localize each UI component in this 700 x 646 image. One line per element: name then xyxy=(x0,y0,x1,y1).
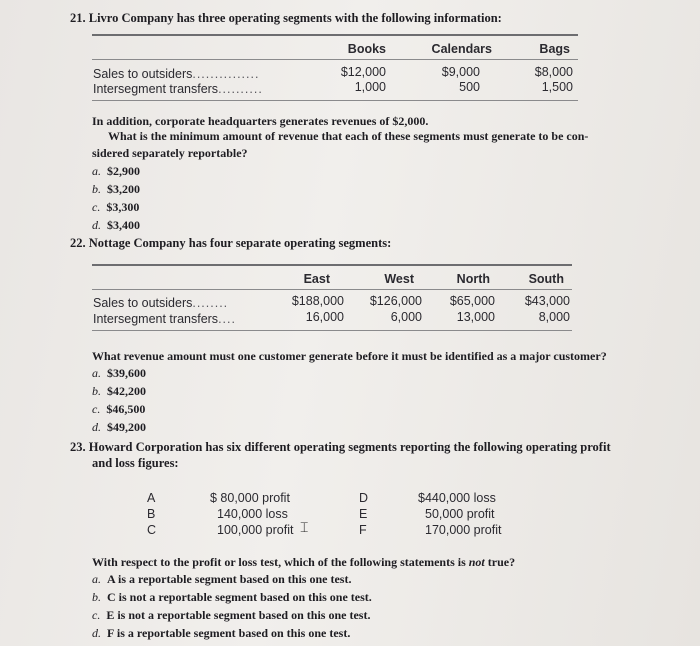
q21-header-calendars: Calendars xyxy=(431,42,492,56)
q21-sales-books: $12,000 xyxy=(340,65,386,79)
q23-value-e: 50,000 profit xyxy=(425,507,495,521)
q23-title-line-1: 23. Howard Corporation has six different operating segments reporting the following operating profit xyxy=(70,440,611,454)
q22-sales-east: $188,000 xyxy=(291,294,344,308)
q21-transfers-bags: 1,500 xyxy=(541,80,573,94)
q21-bottom-rule xyxy=(92,100,578,101)
q23-option-c[interactable]: c. E is not a reportable segment based on this one test. xyxy=(92,608,371,622)
q22-header-south: South xyxy=(528,272,564,286)
q22-header-west: West xyxy=(384,272,414,286)
q21-transfers-calendars: 500 xyxy=(459,80,480,94)
q23-value-f: 170,000 profit xyxy=(425,523,502,537)
q22-row-transfers-label: Intersegment transfers.... xyxy=(93,312,236,326)
q22-sales-south: $43,000 xyxy=(524,294,570,308)
q21-sales-calendars: $9,000 xyxy=(441,65,480,79)
q22-header-east: East xyxy=(303,272,330,286)
q23-seg-a: A xyxy=(147,491,156,505)
q21-sales-bags: $8,000 xyxy=(534,65,573,79)
q21-text-1: In addition, corporate headquarters generates revenues of $2,000. xyxy=(92,114,429,128)
q21-option-c[interactable]: c. $3,300 xyxy=(92,200,140,214)
q22-top-rule xyxy=(92,264,572,266)
q22-transfers-west: 6,000 xyxy=(390,310,422,324)
q21-text-2: What is the minimum amount of revenue that each of these segments must generate to be con- xyxy=(108,129,589,143)
q23-value-d: $440,000 loss xyxy=(418,491,496,505)
q22-transfers-east: 16,000 xyxy=(305,310,344,324)
q22-transfers-north: 13,000 xyxy=(456,310,495,324)
q22-row-sales-label: Sales to outsiders........ xyxy=(93,296,229,310)
q22-bottom-rule xyxy=(92,330,572,331)
q21-header-books: Books xyxy=(347,42,386,56)
q21-option-a[interactable]: a. $2,900 xyxy=(92,164,140,178)
q23-value-b: 140,000 loss xyxy=(217,507,288,521)
q23-option-d[interactable]: d. F is a reportable segment based on this one test. xyxy=(92,626,351,640)
q23-title-line-2: and loss figures: xyxy=(92,456,179,470)
q22-transfers-south: 8,000 xyxy=(538,310,570,324)
q22-option-a[interactable]: a. $39,600 xyxy=(92,366,146,380)
q23-value-c: 100,000 profit xyxy=(217,523,294,537)
q21-row-sales-label: Sales to outsiders............... xyxy=(93,67,260,81)
q23-option-a[interactable]: a. A is a reportable segment based on this one test. xyxy=(92,572,352,586)
q23-seg-b: B xyxy=(147,507,156,521)
q21-header-rule xyxy=(92,59,578,60)
q23-question: With respect to the profit or loss test, which of the following statements is not true? xyxy=(92,555,516,569)
q23-option-b[interactable]: b. C is not a reportable segment based on this one test. xyxy=(92,590,372,604)
q23-seg-f: F xyxy=(359,523,367,537)
q21-option-b[interactable]: b. $3,200 xyxy=(92,182,140,196)
q21-row-transfers-label: Intersegment transfers.......... xyxy=(93,82,263,96)
q21-top-rule xyxy=(92,34,578,36)
q21-title: 21. Livro Company has three operating segments with the following information: xyxy=(70,11,502,25)
q23-seg-c: C xyxy=(147,523,157,537)
q22-header-north: North xyxy=(456,272,490,286)
q22-sales-north: $65,000 xyxy=(449,294,495,308)
q21-header-bags: Bags xyxy=(539,42,570,56)
q23-seg-e: E xyxy=(359,507,368,521)
q22-sales-west: $126,000 xyxy=(369,294,422,308)
q22-option-b[interactable]: b. $42,200 xyxy=(92,384,146,398)
q23-seg-d: D xyxy=(359,491,369,505)
q22-option-c[interactable]: c. $46,500 xyxy=(92,402,146,416)
text-cursor-icon: ⌶ xyxy=(300,520,309,536)
q22-option-d[interactable]: d. $49,200 xyxy=(92,420,146,434)
q23-value-a: $ 80,000 profit xyxy=(210,491,290,505)
q22-header-rule xyxy=(92,289,572,290)
q21-transfers-books: 1,000 xyxy=(354,80,386,94)
q22-title: 22. Nottage Company has four separate operating segments: xyxy=(70,236,392,250)
q21-text-3: sidered separately reportable? xyxy=(92,146,248,160)
q22-question: What revenue amount must one customer generate before it must be identified as a major customer? xyxy=(92,349,607,363)
q21-option-d[interactable]: d. $3,400 xyxy=(92,218,140,232)
